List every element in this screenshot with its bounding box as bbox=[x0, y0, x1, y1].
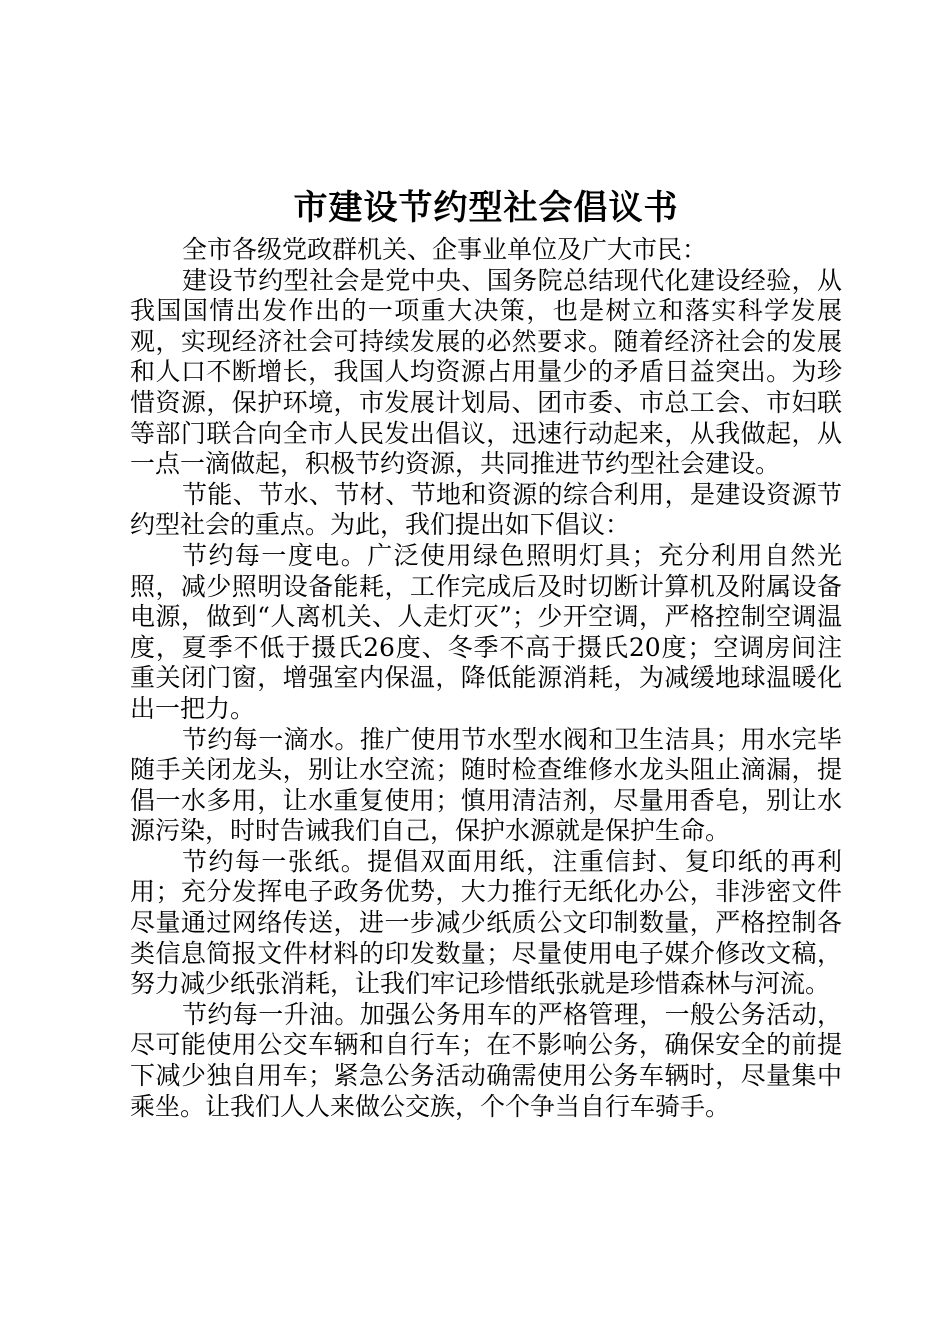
document-title: 市建设节约型社会倡议书 bbox=[293, 188, 679, 228]
paper-paragraph: 节约每一张纸。提倡双面用纸，注重信封、复印纸的再利用；充分发挥电子政务优势，大力推行无纸化办公，非涉密文件尽量通过网络传送，进一步减少纸质公文印制数量，严格控制各类信息简报文件材料的印发数量；尽量使用电子媒介修改文稿，努力减少纸张消耗，让我们牢记珍惜纸张就是珍惜森林与河流。 bbox=[130, 846, 842, 999]
electricity-paragraph: 节约每一度电。广泛使用绿色照明灯具；充分利用自然光照，减少照明设备能耗，工作完成后及时切断计算机及附属设备电源，做到“人离机关、人走灯灭”；少开空调，严格控制空调温度，夏季不低于摄氏26度、冬季不高于摄氏20度；空调房间注重关闭门窗，增强室内保温，降低能源消耗，为减缓地球温暖化出一把力。 bbox=[130, 540, 842, 723]
intro-paragraph: 建设节约型社会是党中央、国务院总结现代化建设经验，从我国国情出发作出的一项重大决策，也是树立和落实科学发展观，实现经济社会可持续发展的必然要求。随着经济社会的发展和人口不断增长，我国人均资源占用量少的矛盾日益突出。为珍惜资源，保护环境，市发展计划局、团市委、市总工会、市妇联等部门联合向全市人民发出倡议，迅速行动起来，从我做起，从一点一滴做起，积极节约资源，共同推进节约型社会建设。 bbox=[130, 265, 842, 479]
document-page bbox=[130, 183, 842, 1122]
fuel-paragraph: 节约每一升油。加强公务用车的严格管理，一般公务活动，尽可能使用公交车辆和自行车；在不影响公务，确保安全的前提下减少独自用车；紧急公务活动确需使用公务车辆时，尽量集中乘坐。让我们人人来做公交族，个个争当自行车骑手。 bbox=[130, 999, 842, 1121]
water-paragraph: 节约每一滴水。推广使用节水型水阀和卫生洁具；用水完毕随手关闭龙头，别让水空流；随时检查维修水龙头阻止滴漏，提倡一水多用，让水重复使用；慎用清洁剂，尽量用香皂，别让水源污染，时时告诫我们自己，保护水源就是保护生命。 bbox=[130, 724, 842, 846]
focus-paragraph: 节能、节水、节材、节地和资源的综合利用，是建设资源节约型社会的重点。为此，我们提出如下倡议： bbox=[130, 479, 842, 540]
salutation-paragraph: 全市各级党政群机关、企事业单位及广大市民： bbox=[182, 235, 708, 264]
